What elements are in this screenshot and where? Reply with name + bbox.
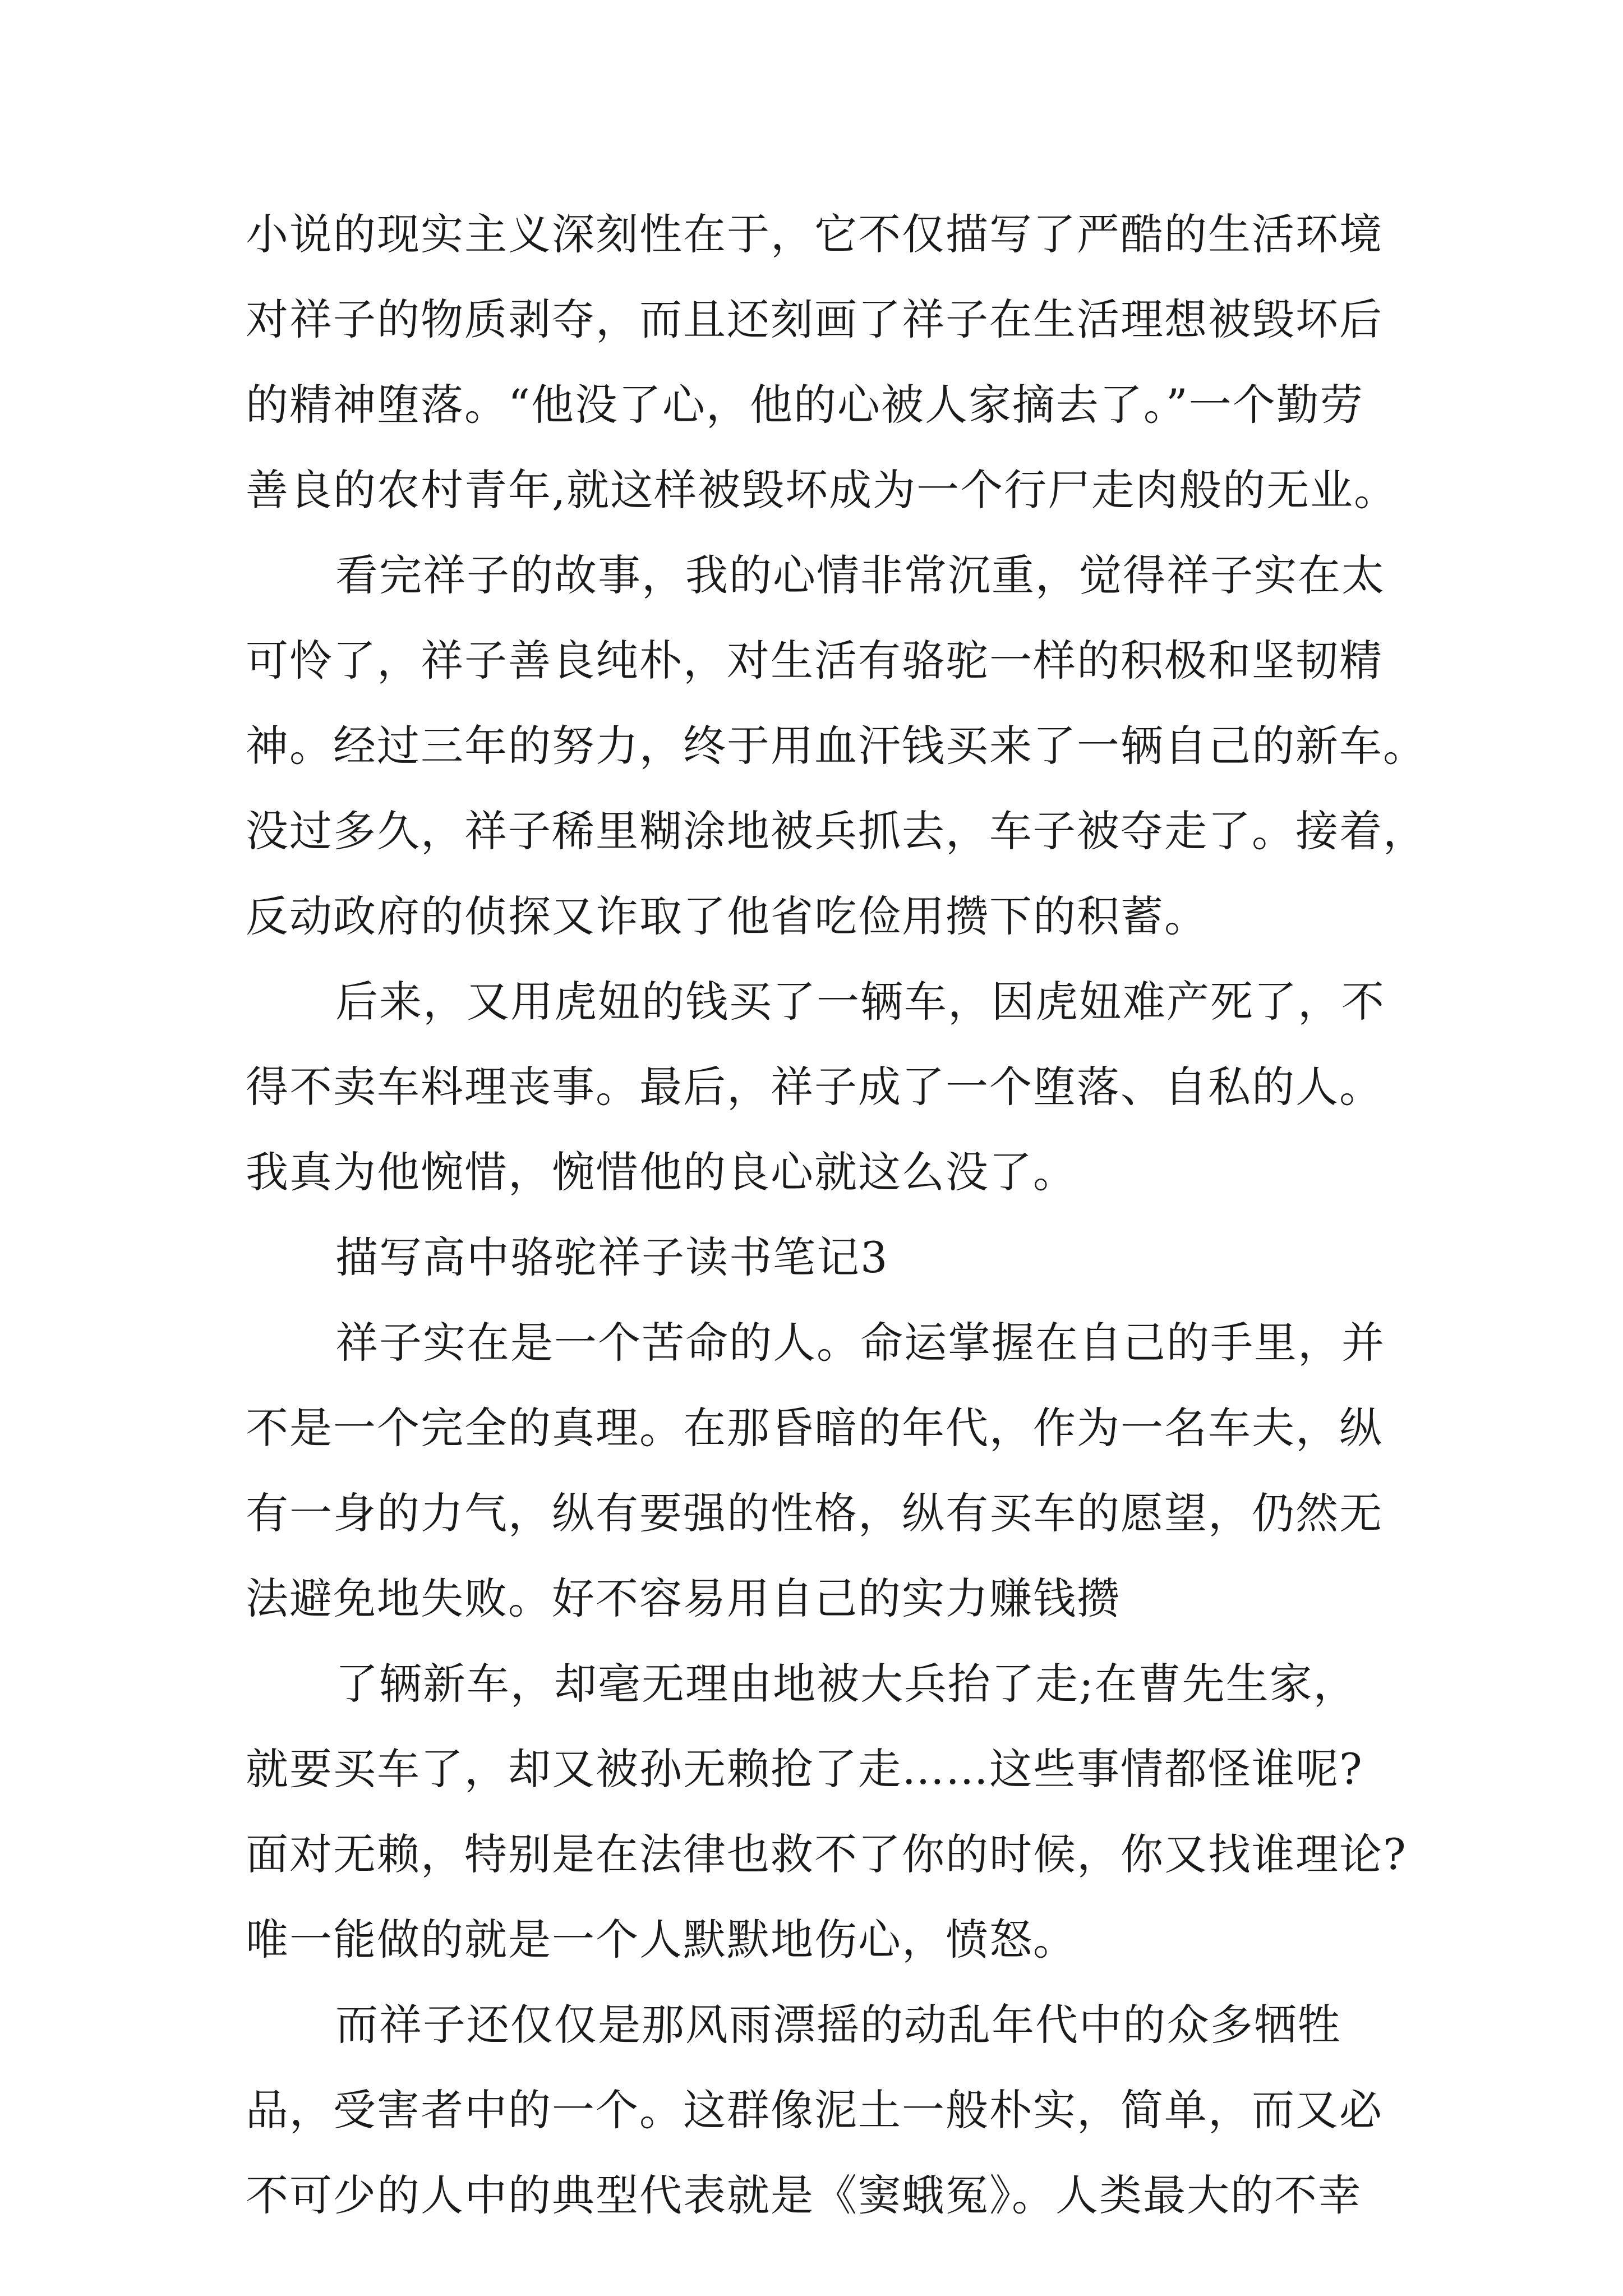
paragraph-first-line: 祥子实在是一个苦命的人。命运掌握在自己的手里，并 [335,1318,1385,1368]
text-line: 善良的农村青年,就这样被毁坏成为一个行尸走肉般的无业。 [246,465,1398,515]
text-line: 没过多久，祥子稀里糊涂地被兵抓去，车子被夺走了。接着， [246,806,1427,856]
text-line: 得不卖车料理丧事。最后，祥子成了一个堕落、自私的人。 [246,1062,1383,1112]
text-line: 法避免地失败。好不容易用自己的实力赚钱攒 [246,1573,1121,1623]
text-line: 反动政府的侦探又诈取了他省吃俭用攒下的积蓄。 [246,891,1208,941]
paragraph-first-line: 了辆新车，却毫无理由地被大兵抬了走;在曹先生家， [335,1659,1357,1709]
text-line: 神。经过三年的努力，终于用血汗钱买来了一辆自己的新车。 [246,721,1427,771]
text-line: 的精神堕落。“他没了心，他的心被人家摘去了。”一个勤劳 [246,380,1364,430]
text-line: 对祥子的物质剥夺，而且还刻画了祥子在生活理想被毁坏后 [246,295,1383,344]
text-line: 面对无赖，特别是在法律也救不了你的时候，你又找谁理论? [246,1829,1407,1879]
paragraph-first-line: 而祥子还仅仅是那风雨漂摇的动乱年代中的众多牺牲 [335,2000,1341,2050]
section-heading: 描写高中骆驼祥子读书笔记3 [335,1232,889,1282]
paragraph-first-line: 后来，又用虎妞的钱买了一辆车，因虎妞难产死了，不 [335,977,1385,1027]
text-line: 不是一个完全的真理。在那昏暗的年代，作为一名车夫，纵 [246,1403,1383,1453]
text-line: 可怜了，祥子善良纯朴，对生活有骆驼一样的积极和坚韧精 [246,636,1383,685]
text-line: 品，受害者中的一个。这群像泥土一般朴实，简单，而又必 [246,2085,1383,2135]
text-line: 唯一能做的就是一个人默默地伤心，愤怒。 [246,1915,1077,1964]
text-line: 我真为他惋惜，惋惜他的良心就这么没了。 [246,1147,1077,1197]
text-line: 就要买车了，却又被孙无赖抢了走……这些事情都怪谁呢? [246,1744,1363,1794]
text-line: 小说的现实主义深刻性在于，它不仅描写了严酷的生活环境 [246,209,1383,259]
paragraph-first-line: 看完祥子的故事，我的心情非常沉重，觉得祥子实在太 [335,550,1385,600]
text-line: 有一身的力气，纵有要强的性格，纵有买车的愿望，仍然无 [246,1488,1383,1538]
text-line: 不可少的人中的典型代表就是《窦蛾冤》。人类最大的不幸 [246,2170,1362,2220]
